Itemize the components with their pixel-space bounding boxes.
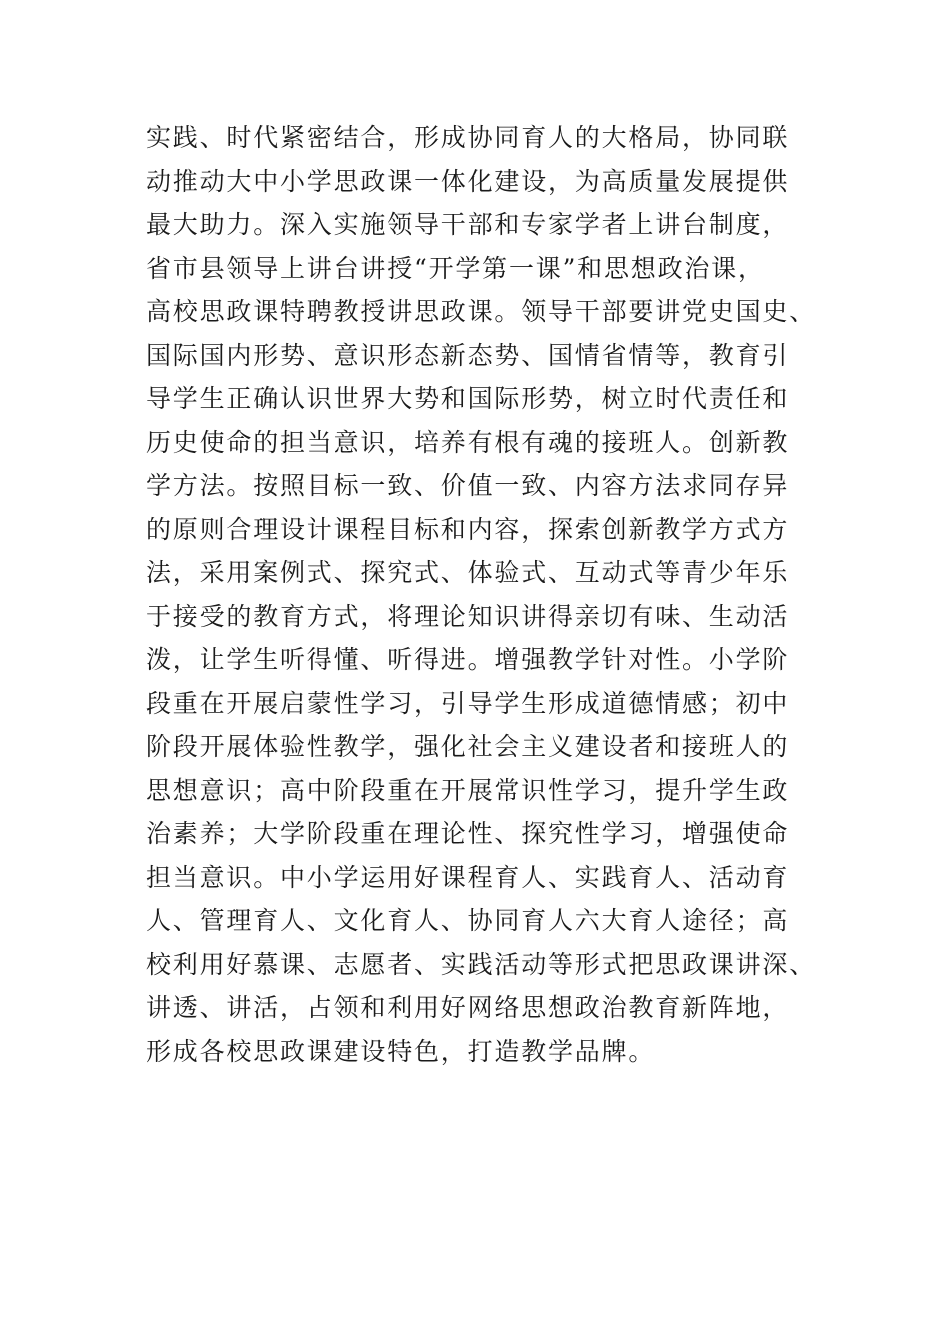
paragraph-line: 治素养；大学阶段重在理论性、探究性学习，增强使命: [146, 819, 790, 848]
paragraph-line: 省市县领导上讲台讲授“开学第一课”和思想政治课，: [146, 253, 765, 283]
paragraph-line: 校利用好慕课、志愿者、实践活动等形式把思政课讲深、: [146, 949, 817, 979]
body-paragraph: [146, 116, 816, 1073]
paragraph-line: 的原则合理设计课程目标和内容，探索创新教学方式方: [146, 514, 790, 544]
paragraph-line: 实践、时代紧密结合，形成协同育人的大格局，协同联: [146, 123, 790, 152]
paragraph-line: 于接受的教育方式，将理论知识讲得亲切有味、生动活: [146, 601, 790, 631]
paragraph-line: 讲透、讲活，占领和利用好网络思想政治教育新阵地，: [146, 993, 790, 1022]
paragraph-line: 形成各校思政课建设特色，打造教学品牌。: [146, 1036, 656, 1066]
paragraph-line: 泼，让学生听得懂、听得进。增强教学针对性。小学阶: [146, 645, 790, 674]
paragraph-line: 思想意识；高中阶段重在开展常识性学习，提升学生政: [146, 775, 790, 805]
paragraph-line: 阶段开展体验性教学，强化社会主义建设者和接班人的: [146, 732, 790, 761]
paragraph-line: 担当意识。中小学运用好课程育人、实践育人、活动育: [146, 862, 790, 892]
paragraph-line: 国际国内形势、意识形态新态势、国情省情等，教育引: [146, 340, 790, 370]
paragraph-line: 学方法。按照目标一致、价值一致、内容方法求同存异: [146, 471, 790, 500]
paragraph-line: 人、管理育人、文化育人、协同育人六大育人途径；高: [146, 906, 790, 935]
paragraph-line: 导学生正确认识世界大势和国际形势，树立时代责任和: [146, 384, 790, 413]
paragraph-line: 高校思政课特聘教授讲思政课。领导干部要讲党史国史、: [146, 297, 817, 326]
paragraph-line: 动推动大中小学思政课一体化建设，为高质量发展提供: [146, 166, 790, 196]
paragraph-line: 法，采用案例式、探究式、体验式、互动式等青少年乐: [146, 558, 790, 587]
paragraph-line: 段重在开展启蒙性学习，引导学生形成道德情感；初中: [146, 688, 790, 718]
paragraph-line: 历史使命的担当意识，培养有根有魂的接班人。创新教: [146, 427, 790, 457]
paragraph-line: 最大助力。深入实施领导干部和专家学者上讲台制度，: [146, 210, 790, 239]
